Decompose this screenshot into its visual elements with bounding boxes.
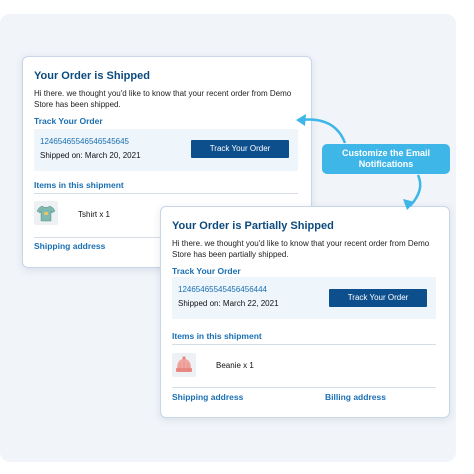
tracking-number-link[interactable]: 12465465545456456444 xyxy=(178,285,267,294)
email-title: Your Order is Shipped xyxy=(34,70,150,82)
track-order-button[interactable]: Track Your Order xyxy=(191,140,289,158)
shipping-address-label: Shipping address xyxy=(172,392,244,402)
arrowhead-icon xyxy=(296,114,306,126)
shipped-date: Shipped on: March 20, 2021 xyxy=(40,151,141,160)
item-name: Tshirt x 1 xyxy=(78,210,111,219)
email-intro: Hi there. we thought you'd like to know that your recent order from Demo Store has been shipped. xyxy=(34,89,292,109)
email-title: Your Order is Partially Shipped xyxy=(172,220,334,232)
items-section-label: Items in this shipment xyxy=(172,331,262,341)
item-name: Beanie x 1 xyxy=(216,361,254,370)
track-section-label: Track Your Order xyxy=(34,116,103,126)
track-section-label: Track Your Order xyxy=(172,266,241,276)
tracking-number-link[interactable]: 12465465546546545645 xyxy=(40,137,129,146)
billing-address-label: Billing address xyxy=(325,392,386,402)
email-intro: Hi there. we thought you'd like to know that your recent order from Demo Store has been partially shipped. xyxy=(172,239,430,259)
arrow-to-shipped-icon xyxy=(300,119,345,143)
track-order-button[interactable]: Track Your Order xyxy=(329,289,427,307)
items-section-label: Items in this shipment xyxy=(34,180,124,190)
shipped-date: Shipped on: March 22, 2021 xyxy=(178,299,279,308)
customize-callout[interactable]: Customize the Email Notifications xyxy=(322,144,450,174)
shipping-address-label: Shipping address xyxy=(34,241,106,251)
